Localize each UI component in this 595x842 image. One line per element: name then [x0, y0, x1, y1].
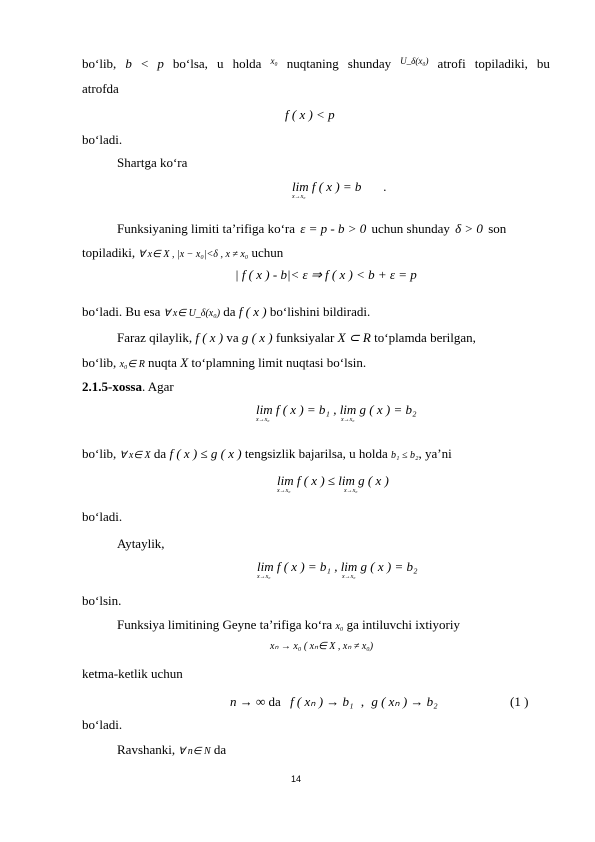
page-number: 14 — [291, 774, 302, 784]
text: ga intiluvchi ixtiyoriy — [346, 617, 460, 632]
formula-inline: X ⊂ R — [337, 330, 371, 345]
paragraph-line — [82, 356, 366, 370]
paragraph-line: bo‘ladi. — [82, 717, 123, 732]
formula-inline: g ( x ) — [241, 330, 273, 345]
text: nuqtaning — [286, 56, 339, 71]
formula-inline: f ( x ) — [195, 330, 224, 345]
text: Ravshanki, — [117, 742, 176, 757]
math-op: < — [140, 56, 149, 71]
paragraph-line — [117, 331, 476, 344]
formula-end: . — [383, 179, 387, 194]
formula-inline: X — [180, 355, 189, 370]
text: Funksiyaning limiti ta’rifiga ko‘ra — [117, 221, 295, 236]
formula: | f ( x ) - b|< ε ⇒ f ( x ) < b + ε = p — [235, 267, 417, 282]
limit-subscript: x→x₀ — [277, 488, 291, 494]
text: da — [153, 446, 167, 461]
paragraph-line — [82, 447, 452, 461]
formula-inline: ∀ x∈ X — [119, 450, 151, 461]
property-heading: 2.1.5-xossa — [82, 379, 142, 394]
text: bo‘lsa, — [172, 56, 208, 71]
formula-part: f ( xₙ ) → b₁ — [290, 694, 354, 709]
paragraph-line: ketma-ketlik uchun — [82, 666, 183, 681]
paragraph-line — [117, 618, 460, 632]
formula-inline: δ > 0 — [455, 221, 483, 236]
equation-number: (1 ) — [510, 694, 529, 709]
text: , ya’ni — [418, 446, 452, 461]
formula-part: , — [360, 694, 365, 709]
formula-inline: x₀ — [335, 621, 344, 632]
math-var: p — [157, 56, 164, 71]
paragraph-line: bo‘lsin. — [82, 593, 122, 608]
text: bo‘lishini bildiradi. — [269, 304, 371, 319]
text: tengsizlik bajarilsa, u holda — [244, 446, 388, 461]
limit-subscript: x→x₀ — [257, 574, 271, 580]
paragraph-line — [82, 305, 370, 319]
limit-subscript: x→x₀ — [292, 194, 306, 200]
text: to‘plamning limit nuqtasi bo‘lsin. — [191, 355, 367, 370]
formula-inline: f ( x ) ≤ g ( x ) — [169, 446, 242, 461]
formula: f ( x ) < p — [285, 107, 335, 122]
formula-inline: f ( x ) — [238, 304, 267, 319]
formula-part: n → ∞ — [230, 694, 266, 709]
paragraph-line — [117, 743, 226, 757]
formula: lim f ( x ) = b₁ , lim g ( x ) = b₂ — [256, 402, 417, 417]
paragraph-line: bo‘ladi. — [82, 132, 123, 147]
text: da — [223, 304, 236, 319]
formula: lim f ( x ) ≤ lim g ( x ) — [277, 473, 389, 488]
limit-subscript: x→x₀ — [341, 417, 355, 423]
formula: lim f ( x ) = b₁ , lim g ( x ) = b₂ — [257, 559, 418, 574]
formula-part: g ( xₙ ) → b₂ — [371, 694, 438, 709]
text: Funksiya limitining Geyne ta’rifiga ko‘ra — [117, 617, 333, 632]
math-var: x₀ — [270, 56, 278, 66]
formula-inline: ∀ x∈ U_δ(x₀) — [163, 308, 221, 319]
paragraph-line — [82, 57, 550, 70]
formula: xₙ → x₀ ( xₙ∈ X , xₙ ≠ x₀) — [270, 641, 374, 652]
formula-inline: b₁ ≤ b₂ — [391, 450, 419, 461]
limit-subscript: x→x₀ — [344, 488, 358, 494]
paragraph-line — [117, 222, 506, 235]
paragraph-line: bo‘ladi. — [82, 509, 123, 524]
text: topiladiki, — [82, 245, 136, 260]
text: topiladiki, — [474, 56, 528, 71]
text: Faraz qilaylik, — [117, 330, 193, 345]
text: da — [268, 694, 281, 709]
text: u — [217, 56, 224, 71]
formula-inline: ∀ n∈ N — [178, 746, 211, 757]
text: bo‘lib, — [82, 446, 117, 461]
text: bo‘ladi. Bu esa — [82, 304, 161, 319]
text: uchun shunday — [371, 221, 450, 236]
text: shunday — [347, 56, 392, 71]
paragraph-line — [82, 380, 174, 393]
formula-inline: ∀ x∈ X , |x − x₀|<δ , x ≠ x₀ — [138, 249, 249, 260]
paragraph-line: Shartga ko‘ra — [117, 155, 188, 170]
formula-inline: ε = p - b > 0 — [300, 221, 367, 236]
text: holda — [232, 56, 262, 71]
text: bu — [536, 56, 550, 71]
formula — [230, 695, 438, 708]
text: uchun — [251, 245, 284, 260]
text: son — [488, 221, 507, 236]
math-var: b — [125, 56, 132, 71]
text: to‘plamda berilgan, — [374, 330, 476, 345]
formula-text: lim f ( x ) = b — [292, 179, 362, 194]
text: . Agar — [141, 379, 174, 394]
paragraph-line — [82, 246, 283, 260]
limit-subscript: x→x₀ — [342, 574, 356, 580]
math-neighborhood: U_δ(x₀) — [400, 56, 429, 66]
text: funksiyalar — [275, 330, 335, 345]
text: atrofi — [437, 56, 466, 71]
paragraph-line: Aytaylik, — [117, 536, 165, 551]
text: va — [226, 330, 239, 345]
limit-subscript: x→x₀ — [256, 417, 270, 423]
text: nuqta — [148, 355, 177, 370]
formula-inline: x₀∈ R — [119, 359, 145, 370]
text: bo‘lib, — [82, 56, 117, 71]
text: bo‘lib, — [82, 355, 117, 370]
paragraph-line: atrofda — [82, 81, 119, 96]
formula — [292, 180, 387, 193]
text: da — [213, 742, 227, 757]
